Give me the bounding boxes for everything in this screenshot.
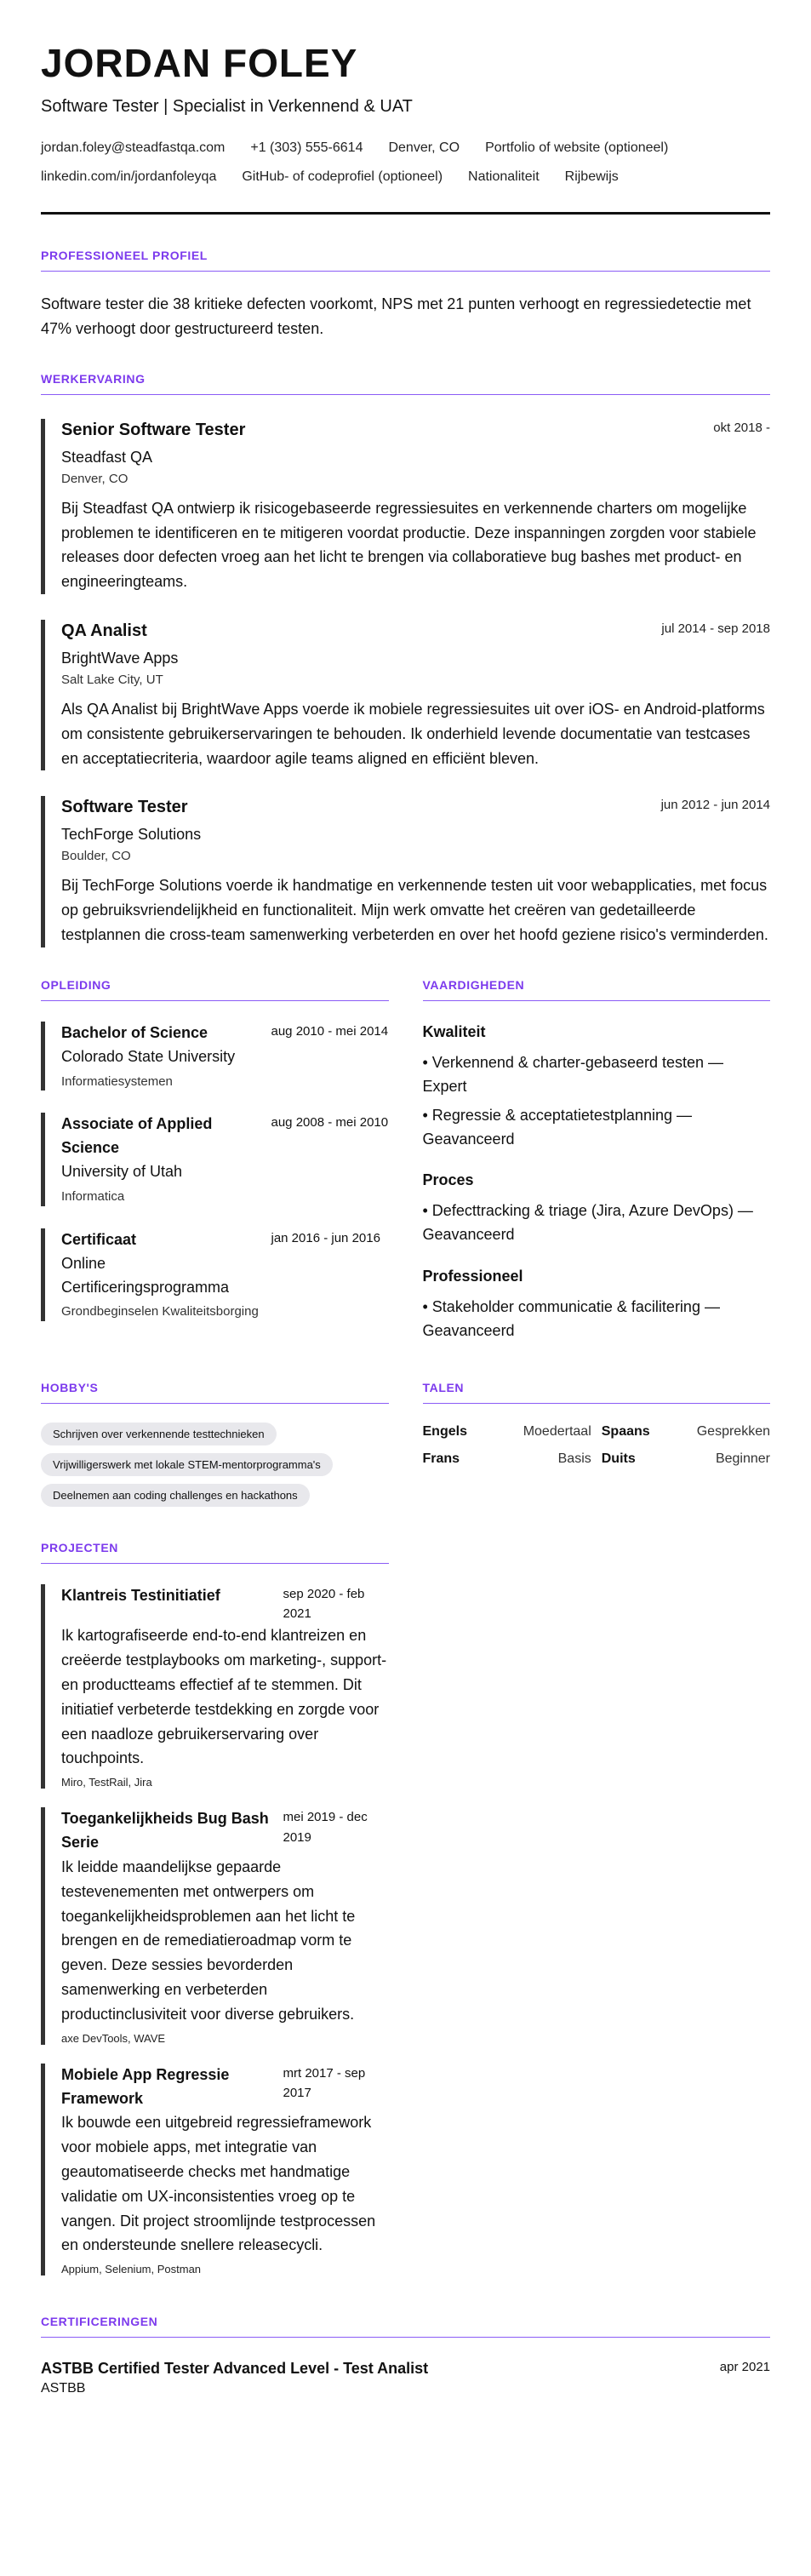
language-level: Beginner <box>715 1451 770 1466</box>
projects-section <box>41 1541 389 2275</box>
header-divider <box>41 212 770 215</box>
project-date: mei 2019 - dec 2019 <box>283 1810 368 1845</box>
section-title: HOBBY'S <box>41 1381 389 1404</box>
degree-name: Certificaat <box>61 1230 137 1248</box>
job-date: okt 2018 - <box>713 420 770 435</box>
education-details <box>61 1113 261 1205</box>
skill-category: Proces <box>422 1171 474 1189</box>
project-title: Klantreis Testinitiatief <box>61 1586 220 1604</box>
work-section <box>41 372 770 947</box>
hobby-chip: Vrijwilligerswerk met lokale STEM-mentorprogramma's <box>41 1453 333 1476</box>
job-description: Bij TechForge Solutions voerde ik handmatige en verkennende testen uit voor webapplicaties, met focus op gebruiksvriendelijkheid en functionaliteit. Mijn werk omvatte het creëren van gedetailleerde testplannen die cross-team samenwerking verbeterden en over het hoofd geziene risico's verminderden. <box>61 877 768 944</box>
education-skills-row <box>41 978 770 1343</box>
contact-email[interactable]: jordan.foley@steadfastqa.com <box>41 140 226 156</box>
company-name: Steadfast QA <box>61 448 153 466</box>
education-entry <box>41 1113 389 1205</box>
languages-section <box>423 1381 771 1467</box>
section-title: CERTIFICERINGEN <box>41 2315 770 2338</box>
job-title: QA Analist <box>61 621 147 641</box>
work-entry-header <box>61 796 770 819</box>
project-list <box>41 1584 389 2275</box>
project-title: Mobiele App Regressie Framework <box>61 2065 230 2107</box>
school-name: University of Utah <box>61 1163 183 1181</box>
skill-group <box>423 1171 771 1247</box>
language-level: Basis <box>557 1451 591 1466</box>
contact-nationality: Nationaliteit <box>468 169 540 185</box>
project-tools: axe DevTools, WAVE <box>61 2031 166 2045</box>
study-field: Informatica <box>61 1189 125 1205</box>
candidate-name: JORDAN FOLEY <box>41 41 358 85</box>
project-date: mrt 2017 - sep 2017 <box>283 2065 366 2100</box>
education-list <box>41 1022 389 1321</box>
resume-header <box>41 43 770 215</box>
job-location: Denver, CO <box>61 471 129 486</box>
section-title: OPLEIDING <box>41 978 389 1001</box>
education-details <box>61 1022 261 1091</box>
skill-item: • Stakeholder communicatie & facilitering — Geavanceerd <box>422 1298 720 1340</box>
hobby-list <box>41 1423 389 1507</box>
section-title: TALEN <box>423 1381 771 1404</box>
certification-details <box>41 2360 428 2396</box>
project-date: sep 2020 - feb 2021 <box>283 1586 365 1622</box>
project-description: Ik kartografiseerde end-to-end klantreizen en creëerde testplaybooks om marketing-, support- en productteams effectief af te stemmen. Dit initiatief verbeterde testdekking en zorgde voor een naadloze gebruikerservaring over touchpoints. <box>61 1627 387 1767</box>
school-name: Online Certificeringsprogramma <box>61 1254 230 1296</box>
hobbies-languages-row <box>41 1381 770 1507</box>
education-details <box>61 1228 261 1321</box>
education-entry <box>41 1022 389 1091</box>
project-entry <box>41 2064 389 2276</box>
job-title: Software Tester <box>61 798 188 817</box>
language-item <box>423 1451 591 1467</box>
language-level: Moedertaal <box>523 1423 591 1439</box>
company-name: TechForge Solutions <box>61 826 202 844</box>
skill-category: Kwaliteit <box>422 1022 486 1040</box>
education-entry <box>41 1228 389 1321</box>
study-field: Informatiesystemen <box>61 1073 173 1089</box>
project-description: Ik leidde maandelijkse gepaarde testevenementen met ontwerpers om toegankelijkheidsproblemen aan het licht te brengen en de remediatieroadmap vorm te geven. Deze sessies bevorderden samenwerking en verbeterden productinclusiviteit voor diverse gebruikers. <box>61 1858 356 2023</box>
work-list <box>41 419 770 947</box>
contact-list <box>41 140 773 185</box>
certification-name: ASTBB Certified Tester Advanced Level - Test Analist <box>41 2360 429 2378</box>
headline: Software Tester | Specialist in Verkennend & UAT <box>41 97 413 117</box>
certification-entry <box>41 2360 770 2396</box>
job-location: Salt Lake City, UT <box>61 673 163 688</box>
job-description: Als QA Analist bij BrightWave Apps voerde ik mobiele regressiesuites uit over iOS- en Android-platforms om consistente gebruikerservaringen te behouden. Ik onderhield levende documentatie van testcases en acceptatiecriteria, waardoor agile teams aligned en efficiënt bleven. <box>61 701 765 767</box>
school-name: Colorado State University <box>61 1047 236 1065</box>
project-header <box>61 2064 389 2111</box>
contact-drivers-license: Rijbewijs <box>564 169 619 185</box>
section-title: PROFESSIONEEL PROFIEL <box>41 249 770 272</box>
education-section <box>41 978 389 1321</box>
job-date: jul 2014 - sep 2018 <box>661 621 770 637</box>
section-title: VAARDIGHEDEN <box>423 978 771 1001</box>
contact-github[interactable]: GitHub- of codeprofiel (optioneel) <box>242 169 443 185</box>
degree-name: Bachelor of Science <box>61 1023 208 1041</box>
project-entry <box>41 1807 389 2044</box>
contact-phone[interactable]: +1 (303) 555-6614 <box>250 140 363 156</box>
contact-portfolio[interactable]: Portfolio of website (optioneel) <box>485 140 669 156</box>
skill-item: • Regressie & acceptatietestplanning — Geavanceerd <box>422 1106 692 1148</box>
certifications-section <box>41 2315 770 2396</box>
language-name: Frans <box>422 1451 460 1466</box>
hobby-chip: Deelnemen aan coding challenges en hackathons <box>41 1484 310 1507</box>
work-entry <box>41 620 770 770</box>
projects-row <box>41 1541 770 2275</box>
education-date: aug 2010 - mei 2014 <box>271 1023 389 1039</box>
language-list <box>423 1424 771 1467</box>
work-entry <box>41 419 770 594</box>
work-entry <box>41 796 770 947</box>
profile-text: Software tester die 38 kritieke defecten voorkomt, NPS met 21 punten verhoogt en regressiedetectie met 47% verhoogt door gestructureerd testen. <box>41 295 751 338</box>
job-date: jun 2012 - jun 2014 <box>660 798 770 813</box>
language-name: Duits <box>601 1451 636 1466</box>
certification-issuer: ASTBB <box>41 2381 86 2396</box>
work-entry-header <box>61 620 770 643</box>
project-tools: Miro, TestRail, Jira <box>61 1776 152 1789</box>
hobby-chip: Schrijven over verkennende testtechnieken <box>41 1423 277 1445</box>
job-location: Boulder, CO <box>61 849 131 864</box>
section-title: PROJECTEN <box>41 1541 389 1564</box>
project-entry <box>41 1584 389 1789</box>
degree-name: Associate of Applied Science <box>61 1115 213 1157</box>
skill-item: • Defecttracking & triage (Jira, Azure DevOps) — Geavanceerd <box>422 1202 753 1244</box>
language-name: Spaans <box>601 1423 650 1439</box>
skill-group <box>423 1023 771 1152</box>
section-title: WERKERVARING <box>41 372 770 395</box>
job-title: Senior Software Tester <box>61 420 246 439</box>
project-title: Toegankelijkheids Bug Bash Serie <box>61 1810 269 1852</box>
language-item <box>602 1451 770 1467</box>
project-header <box>61 1584 389 1624</box>
project-description: Ik bouwde een uitgebreid regressieframework voor mobiele apps, met integratie van geautomatiseerde checks met handmatige validatie om UX-inconsistenties vroeg op te vangen. Dit project stroomlijnde testprocessen en ondersteunde snellere releasecycli. <box>61 2114 376 2254</box>
hobbies-section <box>41 1381 389 1507</box>
project-tools: Appium, Selenium, Postman <box>61 2263 202 2276</box>
profile-section <box>41 249 770 341</box>
language-item <box>602 1424 770 1440</box>
contact-linkedin[interactable]: linkedin.com/in/jordanfoleyqa <box>41 169 217 185</box>
job-description: Bij Steadfast QA ontwierp ik risicogebaseerde regressiesuites en verkennende charters om mogelijke problemen te identificeren en te mitigeren voordat productie. Deze inspanningen zorgden voor stabiele releases door defecten vroeg aan het licht te brengen via collaboratieve bug bashes met product- en engineeringteams. <box>61 499 757 591</box>
skills-section <box>423 978 771 1343</box>
contact-location: Denver, CO <box>388 140 460 156</box>
certification-date: apr 2021 <box>719 2360 770 2375</box>
language-item <box>423 1424 591 1440</box>
education-date: aug 2008 - mei 2010 <box>271 1115 389 1131</box>
work-entry-header <box>61 419 770 442</box>
skill-category: Professioneel <box>422 1268 523 1285</box>
language-level: Gesprekken <box>696 1423 770 1439</box>
skill-group <box>423 1268 771 1343</box>
company-name: BrightWave Apps <box>61 650 179 667</box>
language-name: Engels <box>422 1423 467 1439</box>
education-date: jan 2016 - jun 2016 <box>271 1230 380 1245</box>
study-field: Grondbeginselen Kwaliteitsborging <box>61 1304 259 1319</box>
project-header <box>61 1807 389 1855</box>
skill-item: • Verkennend & charter-gebaseerd testen — Expert <box>422 1053 724 1095</box>
